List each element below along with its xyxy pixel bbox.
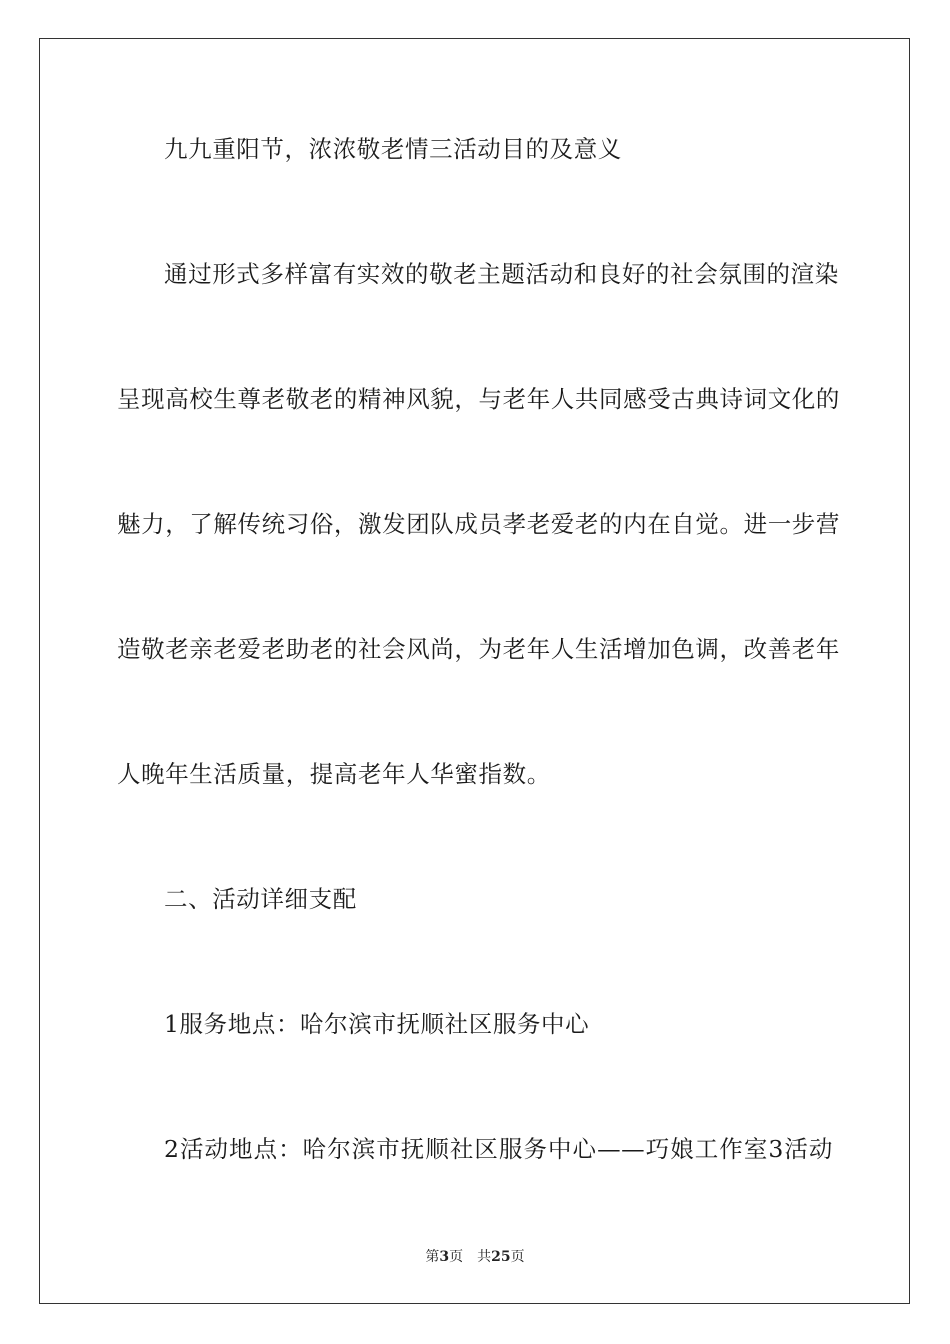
footer-page-suffix: 页	[449, 1249, 464, 1265]
paragraph-line-service-location: 1服务地点：哈尔滨市抚顺社区服务中心	[164, 1010, 590, 1038]
paragraph-line-activity-location: 2活动地点：哈尔滨市抚顺社区服务中心——巧娘工作室3活动	[164, 1135, 833, 1163]
footer-total-suffix: 页	[510, 1249, 525, 1265]
paragraph-line-5: 造敬老亲老爱老助老的社会风尚，为老年人生活增加色调，改善老年	[117, 635, 840, 663]
footer-page-prefix: 第	[425, 1249, 440, 1265]
footer-page-number: 3	[439, 1249, 450, 1265]
footer-total-pages: 25	[491, 1249, 511, 1265]
paragraph-line-3: 呈现高校生尊老敬老的精神风貌，与老年人共同感受古典诗词文化的	[117, 385, 840, 413]
paragraph-line-1: 九九重阳节，浓浓敬老情三活动目的及意义	[164, 135, 622, 163]
paragraph-line-6: 人晚年生活质量，提高老年人华蜜指数。	[117, 760, 551, 788]
paragraph-line-4: 魅力，了解传统习俗，激发团队成员孝老爱老的内在自觉。进一步营	[117, 510, 840, 538]
page-border	[39, 38, 910, 1304]
paragraph-line-2: 通过形式多样富有实效的敬老主题活动和良好的社会氛围的渲染	[164, 260, 839, 288]
section-heading: 二、活动详细支配	[164, 885, 357, 913]
page-footer	[0, 1248, 950, 1266]
footer-total-prefix: 共	[477, 1249, 492, 1265]
